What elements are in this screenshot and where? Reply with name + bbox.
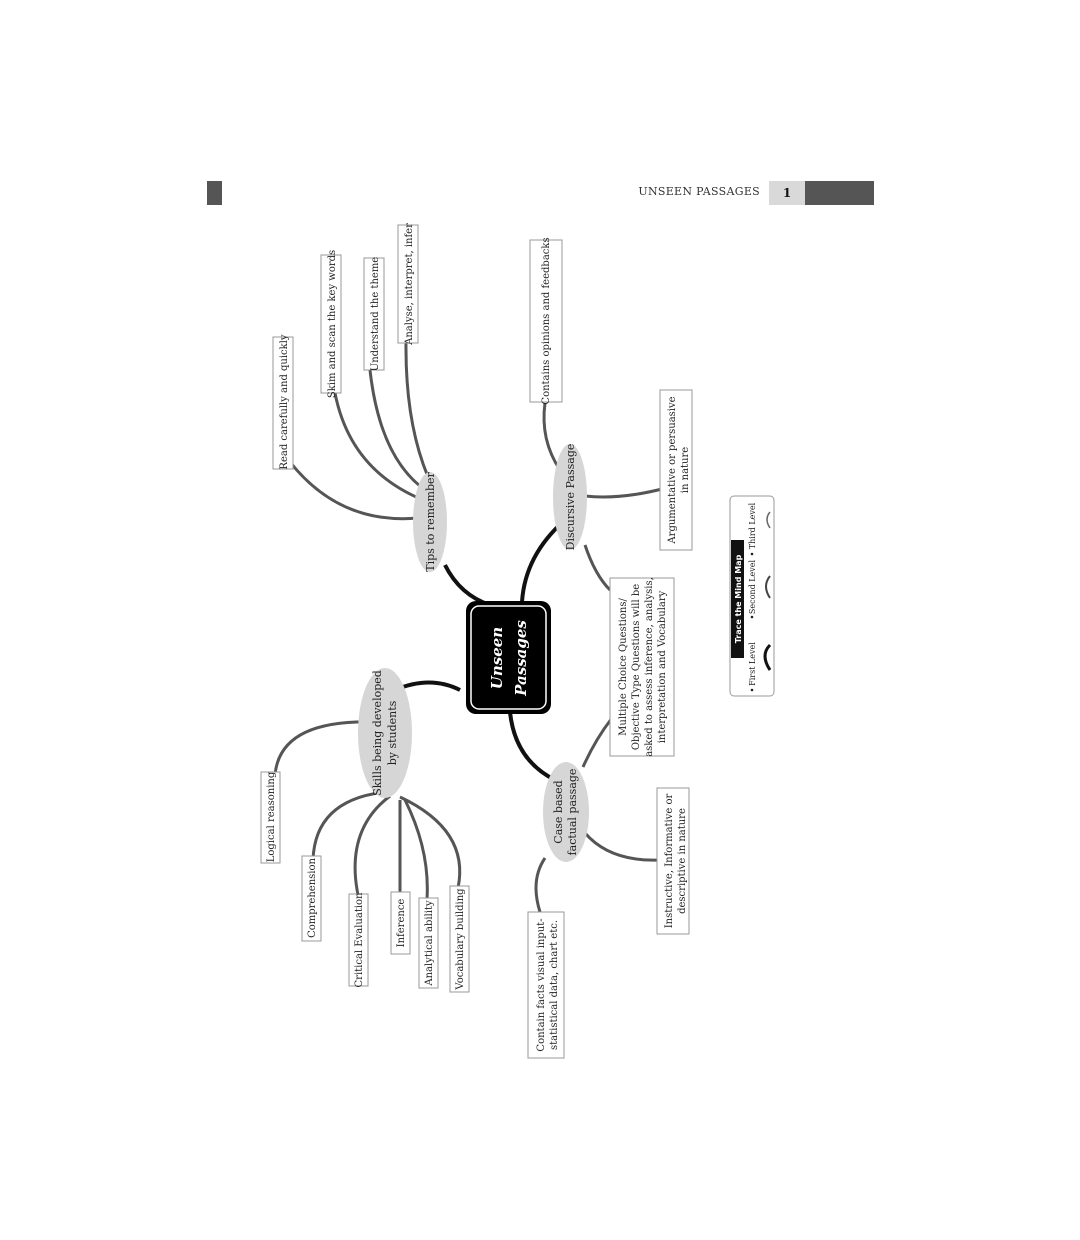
mcq-line-3: asked to assess inference, analysis, xyxy=(644,577,655,757)
mcq-line-1: Multiple Choice Questions/ xyxy=(618,598,629,736)
skills-oval xyxy=(358,668,412,798)
tips-item-1: Read carefully and quickly xyxy=(279,334,290,470)
mcq-line-2: Objective Type Questions will be xyxy=(631,583,642,751)
center-title-line2: Passages xyxy=(512,620,530,696)
case-label-line1: Case based xyxy=(552,780,565,844)
legend-level-2: Second Level xyxy=(748,559,757,615)
case-branch xyxy=(528,762,689,1058)
case-item-2b: statistical data, chart etc. xyxy=(549,919,560,1051)
discursive-label: Discursive Passage xyxy=(564,443,577,551)
discursive-item-2a: Argumentative or persuasive xyxy=(667,396,678,544)
discursive-item-2b: in nature xyxy=(680,446,691,494)
tips-item-4: Analyse, interpret, infer xyxy=(404,223,415,345)
skills-item-3: Critical Evaluation xyxy=(354,892,365,988)
tips-item-3: Understand the theme xyxy=(370,256,381,372)
skills-branch xyxy=(261,668,469,992)
case-item-1b: descriptive in nature xyxy=(677,808,688,914)
tips-item-2: Skim and scan the key words xyxy=(327,249,338,399)
case-item-1a: Instructive, Informative or xyxy=(664,793,675,929)
discursive-item-1: Contains opinions and feedbacks xyxy=(541,237,552,405)
discursive-branch xyxy=(530,237,692,550)
running-header-title: UNSEEN PASSAGES xyxy=(638,185,760,198)
case-label-line2: factual passage xyxy=(566,768,579,856)
case-item-2a: Contain facts visual input- xyxy=(536,918,547,1052)
skills-label-line2: by students xyxy=(386,700,399,766)
skills-label-line1: Skills being developed xyxy=(371,670,384,796)
tips-branch xyxy=(273,223,447,572)
skills-item-4: Inference xyxy=(396,898,407,948)
legend xyxy=(730,496,774,696)
skills-item-5: Analytical ability xyxy=(424,900,435,986)
mcq-branch xyxy=(610,577,674,757)
center-title-line1: Unseen xyxy=(488,626,506,690)
mcq-line-4: interpretation and Vocabulary xyxy=(657,590,668,744)
legend-level-1: First Level xyxy=(748,642,757,686)
center-node xyxy=(466,601,551,714)
tips-label: Tips to remember xyxy=(424,472,437,572)
skills-item-2: Comprehension xyxy=(307,858,318,938)
skills-item-6: Vocabulary building xyxy=(455,888,466,990)
legend-title: Trace the Mind Map xyxy=(734,554,743,644)
legend-level-3: Third Level xyxy=(748,502,757,550)
page-number: 1 xyxy=(769,181,805,205)
skills-item-1: Logical reasoning xyxy=(266,771,277,863)
